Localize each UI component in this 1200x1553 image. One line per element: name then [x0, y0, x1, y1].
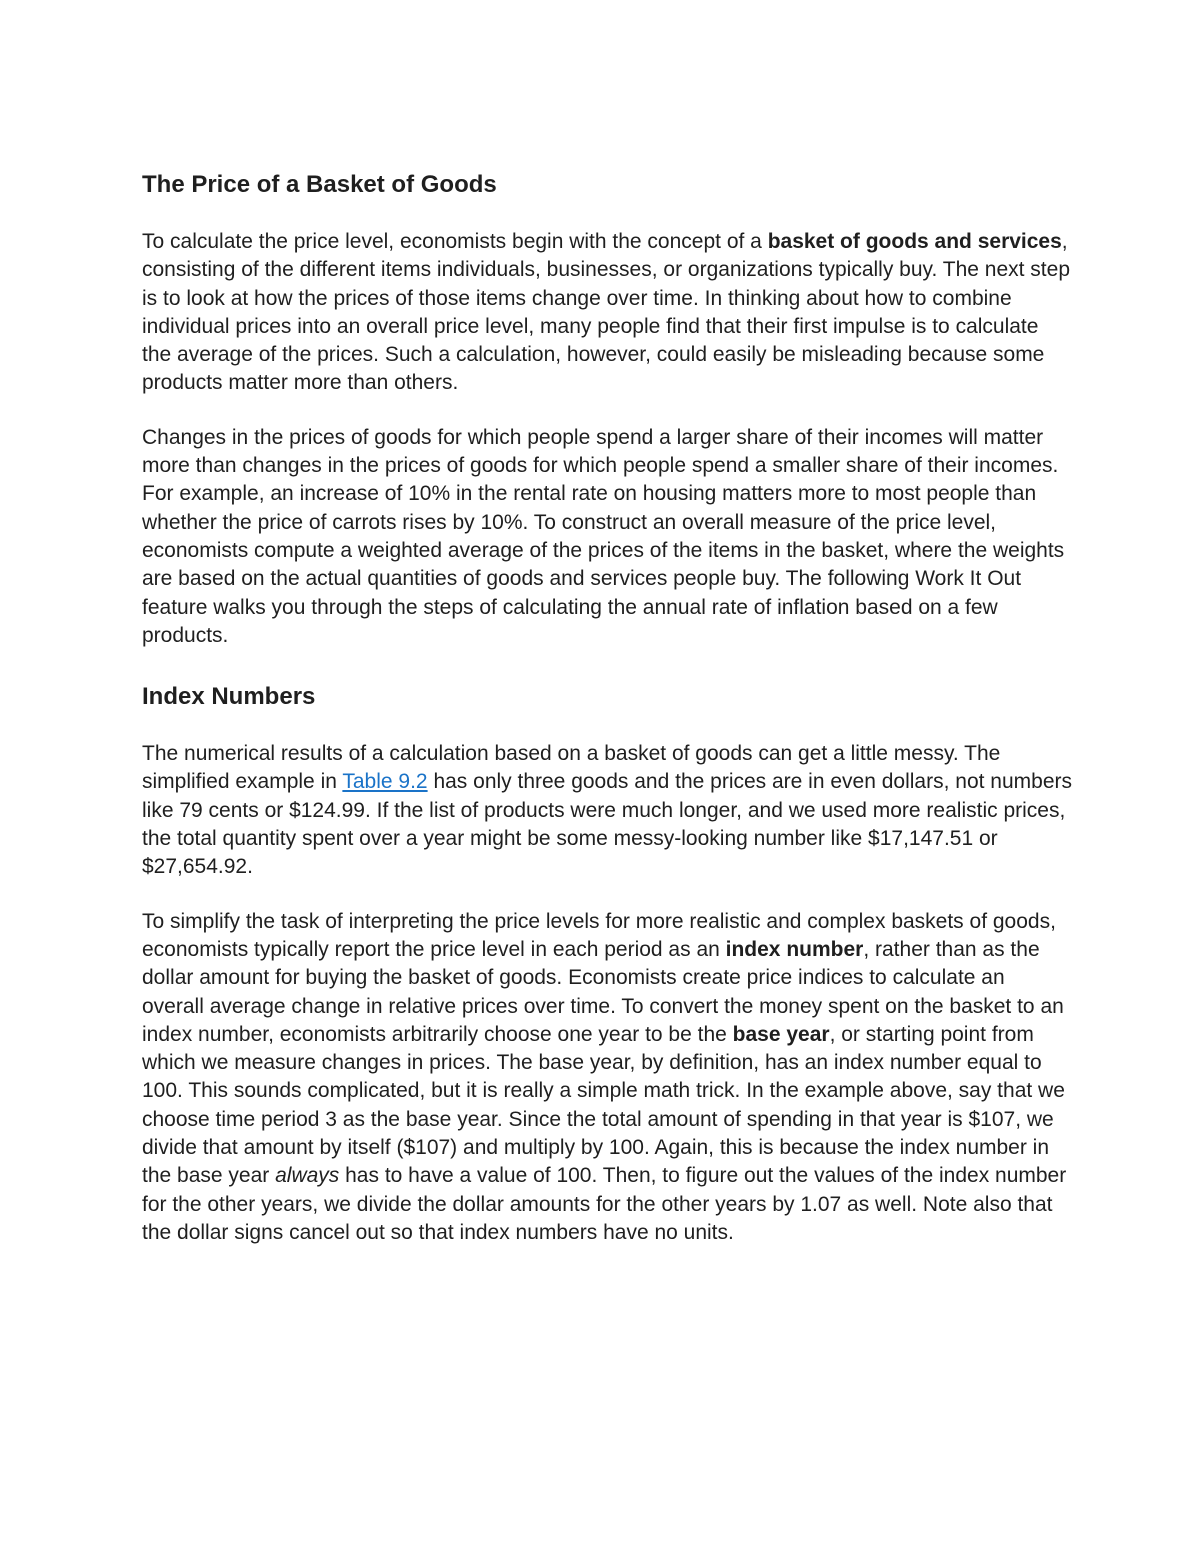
- bold-term-index-number: index number: [725, 937, 864, 961]
- paragraph-text: , or starting point from which we measure changes in prices. The base year, by definition, has an index number equal to 100. This sounds complicated, but it is really a simple math trick. In the example above, say that we choose time period 3 as the base year. Since the total amount of spending in that year is $107, we divide that amount by itself ($107) and multiply by 100. Again, this is because the index number in the base year: [142, 1022, 1065, 1188]
- paragraph-text: To calculate the price level, economists begin with the concept of a: [142, 230, 768, 253]
- bold-term-base-year: base year: [732, 1022, 830, 1046]
- paragraph-basket-intro: [142, 228, 1072, 398]
- section-heading-basket: The Price of a Basket of Goods: [142, 171, 497, 198]
- paragraph-text: The numerical results of a calculation based on a basket of goods can get a little messy. The simplified example in: [142, 742, 1001, 794]
- bold-term-basket: basket of goods and services: [767, 230, 1062, 253]
- paragraph-text: has only three goods and the prices are in even dollars, not numbers like 79 cents or $124.99. If the list of products were much longer, and we used more realistic prices, the total quantity spent over a year might be some messy-looking number like $17,147.51 or $27,654.92.: [142, 770, 1072, 879]
- paragraph-text: , consisting of the different items individuals, businesses, or organizations typically buy. The next step is to look at how the prices of those items change over time. In thinking about how to combine individual prices into an overall price level, many people find that their first impulse is to calculate the average of the prices. Such a calculation, however, could easily be misleading because some products matter more than others.: [142, 230, 1070, 395]
- italic-term-always: always: [275, 1164, 340, 1188]
- document-page: [142, 168, 1072, 1247]
- paragraph-messy-numbers: [142, 740, 1072, 881]
- paragraph-text: , rather than as the dollar amount for buying the basket of goods. Economists create price indices to calculate an overall average change in relative prices over time. To convert the money spent on the basket to an index number, economists arbitrarily choose one year to be the: [142, 937, 1064, 1046]
- paragraph-text: has to have a value of 100. Then, to figure out the values of the index number for the other years, we divide the dollar amounts for the other years by 1.07 as well. Note also that the dollar signs cancel out so that index numbers have no units.: [142, 1164, 1067, 1244]
- section-heading-index-numbers: Index Numbers: [142, 683, 316, 711]
- paragraph-weighted-average: Changes in the prices of goods for which people spend a larger share of their incomes will matter more than changes in the prices of goods for which people spend a smaller share of their incomes. For example, an increase of 10% in the rental rate on housing matters more to most people than whether the price of carrots rises by 10%. To construct an overall measure of the price level, economists compute a weighted average of the prices of the items in the basket, where the weights are based on the actual quantities of goods and services people buy. The following Work It Out feature walks you through the steps of calculating the annual rate of inflation based on a few products.: [142, 425, 1065, 647]
- paragraph-index-number: [142, 908, 1072, 1248]
- table-reference-link[interactable]: Table 9.2: [342, 770, 428, 794]
- paragraph-text: To simplify the task of interpreting the price levels for more realistic and complex baskets of goods, economists typically report the price level in each period as an: [142, 909, 1056, 961]
